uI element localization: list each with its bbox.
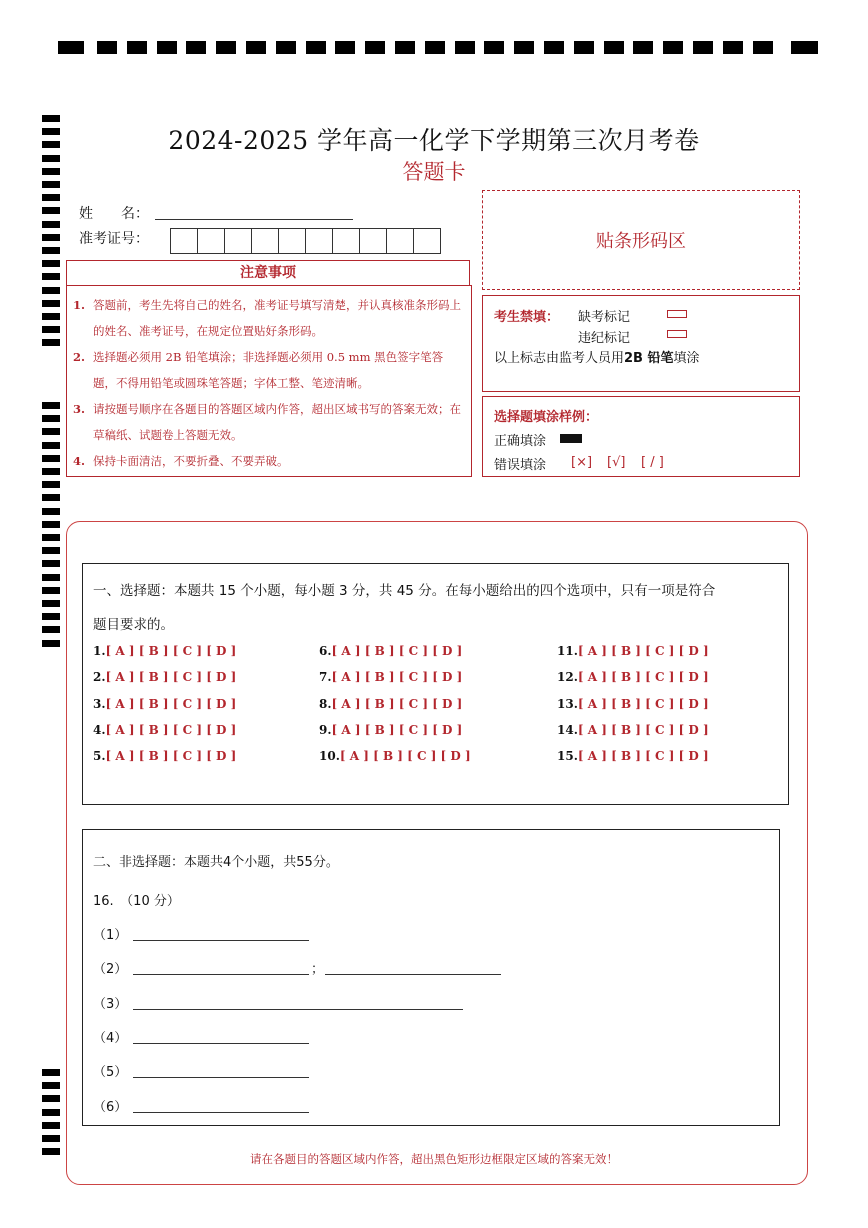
timing-mark <box>42 600 60 607</box>
timing-mark <box>186 41 206 54</box>
question-number: 9. <box>319 722 332 737</box>
timing-mark <box>42 494 60 501</box>
timing-mark <box>42 260 60 267</box>
notice-item-number: 4. <box>73 454 86 468</box>
question-number: 5. <box>93 749 106 764</box>
separator: ； <box>311 962 325 978</box>
timing-mark <box>42 128 60 135</box>
notice-item <box>73 344 465 396</box>
timing-mark <box>42 547 60 554</box>
question-16-label: 16. （10 分） <box>93 894 180 909</box>
timing-mark <box>42 1069 60 1076</box>
timing-mark <box>306 41 326 54</box>
notice-item-text: 请按题号顺序在各题目的答题区域内作答，超出区域书写的答案无效；在草稿纸、试题卷上答题无效。 <box>93 402 461 442</box>
answer-line[interactable] <box>325 973 501 975</box>
timing-mark <box>42 168 60 175</box>
choice-question[interactable] <box>557 749 709 763</box>
choice-question[interactable] <box>557 723 709 737</box>
timing-mark <box>604 41 624 54</box>
barcode-label: 贴条形码区 <box>596 231 686 252</box>
question-number: 11. <box>557 644 578 658</box>
choice-question[interactable] <box>319 723 462 737</box>
timing-mark <box>42 428 60 435</box>
answer-options[interactable]: [ A ] [ B ] [ C ] [ D ] <box>331 670 463 685</box>
timing-mark <box>216 41 236 54</box>
timing-mark <box>395 41 415 54</box>
id-digit-box[interactable] <box>170 228 198 254</box>
id-digit-box[interactable] <box>224 228 252 254</box>
answer-options[interactable]: [ A ] [ B ] [ C ] [ D ] <box>331 644 463 658</box>
notice-box <box>66 285 472 477</box>
ban-note-bold: 2B 铅笔 <box>624 351 674 366</box>
answer-line[interactable] <box>133 973 309 975</box>
non-choice-section <box>82 829 780 1126</box>
wrong-mark-check: [√] <box>607 455 626 470</box>
id-digit-box[interactable] <box>413 228 441 254</box>
question-number: 6. <box>319 644 332 658</box>
timing-mark <box>42 415 60 422</box>
restricted-label: 考生禁填： <box>494 310 560 325</box>
id-digit-box[interactable] <box>359 228 387 254</box>
timing-mark <box>42 1135 60 1142</box>
timing-mark <box>97 41 117 54</box>
question-number: 8. <box>319 696 332 711</box>
choice-section-title-cont: 题目要求的。 <box>93 617 174 633</box>
answer-options[interactable]: [ A ] [ B ] [ C ] [ D ] <box>339 749 471 764</box>
notice-item <box>73 448 465 474</box>
page-title: 2024-2025 学年高一化学下学期第三次月考卷 <box>168 126 700 155</box>
non-choice-section-title: 二、非选择题：本题共4个小题，共55分。 <box>93 855 339 870</box>
question-number: 15. <box>557 749 578 764</box>
sub-question-label: （4） <box>93 1030 128 1046</box>
sub-question-label: （3） <box>93 996 128 1012</box>
answer-options[interactable]: [ A ] [ B ] [ C ] [ D ] <box>331 696 463 711</box>
wrong-mark-slash: [ / ] <box>641 455 664 470</box>
choice-question[interactable] <box>319 644 462 658</box>
ban-note-prefix: 以上标志由监考人员用 <box>494 351 625 366</box>
choice-question[interactable] <box>557 644 709 658</box>
violation-mark-box[interactable] <box>667 330 687 338</box>
answer-line[interactable] <box>133 1008 463 1010</box>
question-number: 10. <box>319 749 340 764</box>
timing-mark <box>42 442 60 449</box>
timing-mark <box>365 41 385 54</box>
choice-question[interactable] <box>319 697 462 711</box>
timing-mark <box>42 402 60 409</box>
name-field[interactable] <box>155 218 353 220</box>
id-digit-box[interactable] <box>386 228 414 254</box>
absent-mark-box[interactable] <box>667 310 687 318</box>
sub-question-label: （5） <box>93 1065 128 1081</box>
timing-mark <box>42 326 60 333</box>
timing-mark <box>633 41 653 54</box>
id-number-boxes[interactable] <box>170 228 440 254</box>
question-number: 7. <box>319 670 332 685</box>
id-digit-box[interactable] <box>197 228 225 254</box>
answer-options[interactable]: [ A ] [ B ] [ C ] [ D ] <box>105 696 237 711</box>
question-number: 4. <box>93 722 106 737</box>
answer-line[interactable] <box>133 939 309 941</box>
id-digit-box[interactable] <box>251 228 279 254</box>
choice-question[interactable] <box>93 644 236 658</box>
timing-mark <box>42 194 60 201</box>
timing-mark <box>42 534 60 541</box>
answer-line[interactable] <box>133 1111 309 1113</box>
timing-mark <box>246 41 266 54</box>
timing-mark <box>42 300 60 307</box>
timing-mark <box>42 181 60 188</box>
timing-mark <box>58 41 84 54</box>
notice-item-number: 3. <box>73 402 86 416</box>
timing-mark <box>544 41 564 54</box>
timing-mark <box>42 1082 60 1089</box>
barcode-area <box>482 190 800 290</box>
notice-item-text: 答题前，考生先将自己的姓名，准考证号填写清楚，并认真核准条形码上的姓名、准考证号，在规定位置贴好条形码。 <box>93 298 461 338</box>
sub-question-label: （2） <box>93 962 128 978</box>
id-digit-box[interactable] <box>278 228 306 254</box>
timing-mark <box>514 41 534 54</box>
sample-title: 选择题填涂样例： <box>494 410 599 425</box>
timing-mark <box>693 41 713 54</box>
timing-mark <box>276 41 296 54</box>
violation-label: 违纪标记 <box>578 331 631 346</box>
timing-mark <box>753 41 773 54</box>
question-number: 14. <box>557 722 578 737</box>
ban-note-suffix: 填涂 <box>673 351 700 366</box>
question-number: 1. <box>93 644 106 658</box>
notice-title: 注意事项 <box>66 260 470 286</box>
timing-mark <box>127 41 147 54</box>
timing-mark <box>157 41 177 54</box>
timing-mark <box>42 468 60 475</box>
absent-label: 缺考标记 <box>578 310 631 325</box>
ban-note <box>494 347 700 366</box>
timing-mark <box>42 207 60 214</box>
timing-mark <box>42 155 60 162</box>
timing-mark <box>42 313 60 320</box>
timing-mark <box>791 41 818 54</box>
timing-mark <box>42 1109 60 1116</box>
answer-options[interactable]: [ A ] [ B ] [ C ] [ D ] <box>105 749 237 764</box>
id-label: 准考证号： <box>79 231 149 247</box>
answer-options[interactable]: [ A ] [ B ] [ C ] [ D ] <box>577 722 709 737</box>
timing-mark <box>42 115 60 122</box>
timing-mark <box>42 1122 60 1129</box>
timing-mark <box>335 41 355 54</box>
examinee-restricted-box <box>482 295 800 392</box>
notice-item <box>73 396 465 448</box>
choice-section-title: 一、选择题：本题共 15 个小题，每小题 3 分，共 45 分。在每小题给出的四个选项中，只有一项是符合 <box>93 583 716 599</box>
footer-note: 请在各题目的答题区域内作答，超出黑色矩形边框限定区域的答案无效！ <box>250 1152 618 1166</box>
notice-item-number: 1. <box>73 298 86 312</box>
choice-question[interactable] <box>93 670 236 684</box>
id-digit-box[interactable] <box>332 228 360 254</box>
timing-mark <box>425 41 445 54</box>
id-digit-box[interactable] <box>305 228 333 254</box>
notice-item-text: 选择题必须用 2B 铅笔填涂；非选择题必须用 0.5 mm 黑色签字笔答题，不得用铅笔或圆珠笔答题；字体工整、笔迹清晰。 <box>93 350 444 390</box>
answer-options[interactable]: [ A ] [ B ] [ C ] [ D ] <box>331 722 463 737</box>
wrong-fill-label: 错误填涂 <box>494 458 547 473</box>
name-label: 姓 名： <box>79 206 149 222</box>
choice-question[interactable] <box>319 670 462 684</box>
choice-question[interactable] <box>93 697 236 711</box>
timing-mark <box>484 41 504 54</box>
timing-mark <box>42 455 60 462</box>
timing-mark <box>42 247 60 254</box>
timing-mark <box>42 273 60 280</box>
timing-mark <box>42 1148 60 1155</box>
correct-fill-label: 正确填涂 <box>494 434 547 449</box>
answer-options[interactable]: [ A ] [ B ] [ C ] [ D ] <box>577 696 709 711</box>
fill-sample-box <box>482 396 800 477</box>
choice-question[interactable] <box>557 697 709 711</box>
notice-item-text: 保持卡面清洁，不要折叠、不要弄破。 <box>93 454 289 468</box>
sub-question-label: （6） <box>93 1099 128 1115</box>
timing-mark <box>42 234 60 241</box>
question-number: 3. <box>93 696 106 711</box>
choice-section <box>82 563 789 805</box>
answer-options[interactable]: [ A ] [ B ] [ C ] [ D ] <box>577 670 709 685</box>
timing-mark <box>42 508 60 515</box>
timing-marks-top <box>58 41 818 55</box>
timing-mark <box>723 41 743 54</box>
notice-item <box>73 292 465 344</box>
timing-mark <box>42 587 60 594</box>
notice-item-number: 2. <box>73 350 86 364</box>
answer-line[interactable] <box>133 1042 309 1044</box>
choice-question[interactable] <box>557 670 709 684</box>
choice-question[interactable] <box>93 723 236 737</box>
timing-mark <box>42 481 60 488</box>
question-number: 12. <box>557 670 578 685</box>
timing-mark <box>42 287 60 294</box>
answer-options[interactable]: [ A ] [ B ] [ C ] [ D ] <box>577 749 709 764</box>
timing-mark <box>42 613 60 620</box>
question-number: 13. <box>557 696 578 711</box>
timing-mark <box>42 141 60 148</box>
timing-mark <box>574 41 594 54</box>
answer-options[interactable]: [ A ] [ B ] [ C ] [ D ] <box>105 670 237 685</box>
answer-line[interactable] <box>133 1076 309 1078</box>
sub-question-label: （1） <box>93 928 128 943</box>
timing-mark <box>42 640 60 647</box>
choice-question[interactable] <box>319 749 471 763</box>
timing-mark <box>42 574 60 581</box>
answer-options[interactable]: [ A ] [ B ] [ C ] [ D ] <box>577 644 709 658</box>
wrong-mark-x: [×] <box>571 455 593 470</box>
timing-mark <box>42 339 60 346</box>
page-subtitle: 答题卡 <box>402 160 466 184</box>
correct-fill-sample <box>560 434 582 443</box>
choice-question[interactable] <box>93 749 236 763</box>
timing-mark <box>42 521 60 528</box>
timing-mark <box>42 560 60 567</box>
timing-mark <box>663 41 683 54</box>
timing-mark <box>42 221 60 228</box>
timing-mark <box>455 41 475 54</box>
timing-mark <box>42 626 60 633</box>
timing-mark <box>42 1095 60 1102</box>
question-number: 2. <box>93 670 106 685</box>
answer-options[interactable]: [ A ] [ B ] [ C ] [ D ] <box>105 722 237 737</box>
answer-options[interactable]: [ A ] [ B ] [ C ] [ D ] <box>105 644 237 658</box>
